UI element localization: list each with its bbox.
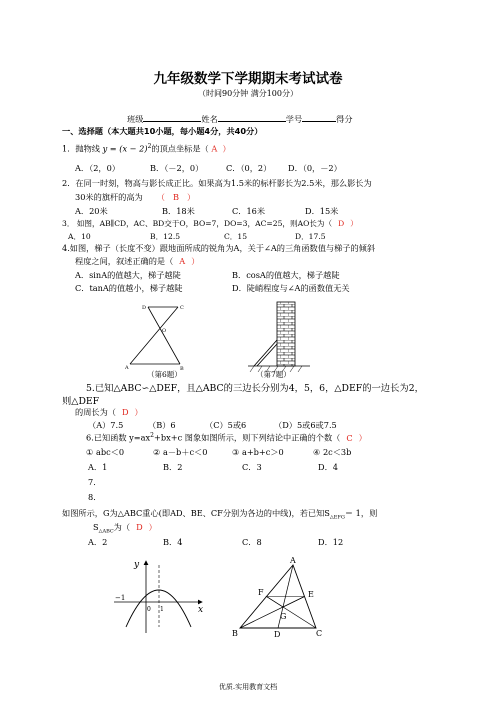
q1-exponent: 2: [147, 143, 152, 150]
question-6: [86, 432, 367, 444]
q6-option-c[interactable]: C．3: [242, 462, 262, 472]
q1-option-d[interactable]: D．（0，－2）: [288, 163, 342, 173]
q5-option-a[interactable]: （A）7.5: [88, 420, 124, 430]
footer: 优质.实用教育文档: [218, 683, 278, 691]
q2-open: （: [156, 192, 165, 202]
q9-option-a[interactable]: A．2: [88, 537, 108, 547]
class-blank[interactable]: [143, 113, 201, 122]
q9-option-b[interactable]: B．4: [163, 537, 183, 547]
q6-item-1: ① abc＜0: [86, 447, 125, 457]
q2-close: ）: [186, 192, 196, 202]
q5-option-b[interactable]: （B）6: [148, 420, 176, 430]
tri-label-a: A: [290, 556, 296, 565]
page-subtitle: （时间90分钟 满分100分）: [198, 89, 298, 98]
q2-option-d[interactable]: D．15米: [305, 206, 339, 216]
fig6-label-d: D: [142, 305, 147, 311]
q6-close: ）: [358, 432, 367, 443]
q6-item-2: ② a－b＋c＜0: [153, 447, 208, 457]
fig6-label-o: O: [162, 328, 167, 334]
q6-option-d[interactable]: D．4: [318, 462, 338, 472]
q2-line2: [75, 192, 195, 203]
q9-text-post: 为（: [113, 522, 131, 532]
tri-label-f: F: [258, 588, 264, 597]
name-label: 姓名: [201, 114, 218, 124]
q6-exponent: 2: [150, 432, 154, 439]
question-3: [62, 218, 358, 229]
q1-answer: A: [211, 143, 218, 154]
q3-option-b[interactable]: B．12.5: [150, 232, 181, 241]
q5-line1: 5.已知△ABC∽△DEF，且△ABC的三边长分别为4，5，6，△DEF的一边长为2，: [86, 383, 424, 394]
q5-text: 的周长为（: [75, 407, 116, 417]
q4-line1: 4.如图，梯子（长度不变）跟地面所成的锐角为A，关于∠A的三角函数值与梯子的倾斜: [62, 243, 376, 253]
label-one: 1: [160, 606, 164, 613]
figure-6-caption: （第6题）: [147, 370, 182, 379]
q4-text: 程度之间，叙述正确的是（: [75, 256, 174, 266]
label-zero: 0: [147, 606, 151, 613]
q9-subscript-abc: △ABC: [98, 528, 114, 535]
tri-label-c: C: [316, 629, 323, 638]
q6-option-a[interactable]: A．1: [88, 462, 108, 472]
q4-option-a[interactable]: A．sinA的值越大，梯子越陡: [75, 270, 181, 280]
q4-close: ）: [191, 256, 200, 266]
question-7: 7．: [88, 477, 102, 487]
tri-label-e: E: [308, 590, 314, 599]
q4-option-d[interactable]: D．陡峭程度与∠A的函数值无关: [232, 283, 350, 293]
score-label: 得分: [336, 114, 353, 124]
q3-text: 3． 如图，AB∥CD，AC、BD交于O，BO=7，DO=3，AC=25，则AO长为（: [62, 219, 333, 228]
q6-item-3: ③ a+b+c＞0: [232, 447, 284, 457]
q5-option-c[interactable]: （C）5或6: [205, 420, 247, 430]
q1-formula: y = (x − 2): [102, 143, 148, 154]
triangle-centroid-diagram: [226, 555, 330, 639]
section-heading: 一、选择题（本大题共10小题，每小题4分，共40分）: [62, 126, 263, 136]
q2-text: 30米的旗杆的高为: [75, 192, 143, 202]
q3-option-d[interactable]: D．17.5: [295, 232, 326, 241]
q5-answer: D: [121, 407, 129, 417]
x-axis-label: x: [198, 605, 204, 615]
q2-option-a[interactable]: A．20米: [75, 206, 108, 216]
tri-label-g: G: [280, 612, 287, 621]
q1-option-c[interactable]: C．（0，2）: [226, 163, 272, 173]
info-line: [127, 113, 353, 125]
figure-7-diagram: [240, 298, 320, 374]
q6-answer: C: [346, 432, 353, 443]
q9-text-eq: ＝ 1，则: [344, 508, 378, 518]
q4-option-c[interactable]: C．tanA的值越小，梯子越陡: [75, 283, 183, 293]
fig6-label-c: C: [180, 305, 184, 311]
tri-label-d: D: [274, 630, 281, 639]
q1-text-end: 的顶点坐标是（: [151, 143, 209, 154]
q5-line3: [75, 407, 143, 418]
q2-option-b[interactable]: B．18米: [162, 206, 195, 216]
q5-option-d[interactable]: （D）5或6或7.5: [274, 420, 337, 430]
fig6-label-b: B: [180, 366, 184, 372]
page-title: 九年级数学下学期期末考试试卷: [153, 71, 343, 87]
q3-option-a[interactable]: A．10: [68, 232, 91, 241]
q1-close: ）: [222, 143, 231, 154]
parabola-graph: [112, 555, 212, 635]
q3-answer: D: [338, 219, 345, 228]
question-9-line2: [93, 522, 157, 535]
class-label: 班级: [127, 114, 144, 124]
figure-7-caption: （第7题）: [256, 370, 291, 379]
q6-text: 6.已知函数 y=ax: [86, 432, 151, 443]
q4-option-b[interactable]: B．cosA的值越大，梯子越陡: [232, 270, 340, 280]
q9-option-d[interactable]: D．12: [318, 537, 344, 547]
q1-option-b[interactable]: B．（－2，0）: [150, 163, 204, 173]
q9-answer: D: [136, 522, 143, 532]
q6-option-b[interactable]: B．2: [163, 462, 183, 472]
fig6-label-a: A: [125, 365, 129, 371]
q3-close: ）: [350, 219, 358, 228]
q4-line2: [75, 256, 199, 267]
q2-answer: B: [172, 192, 179, 202]
q6-text-end: +bx+c 图象如图所示，则下列结论中正确的个数（: [153, 432, 341, 443]
q6-item-4: ④ 2c＜3b: [313, 447, 352, 457]
q1-text: 1．抛物线: [62, 143, 100, 154]
q9-s-label: S: [93, 522, 99, 532]
figure-6-diagram: [120, 302, 200, 372]
q9-subscript-efg: △EFG: [329, 514, 345, 521]
question-1: [62, 143, 231, 155]
tri-label-b: B: [232, 629, 238, 638]
q9-text: 如图所示，G为△ABC重心(即AD、BE、CF分别为各边的中线)，若已知S: [62, 508, 330, 518]
name-blank[interactable]: [218, 113, 286, 122]
question-8: 8．: [88, 492, 102, 502]
number-blank[interactable]: [302, 113, 336, 122]
q4-answer: A: [179, 256, 186, 266]
label-neg1: −1: [115, 594, 126, 602]
q3-option-c[interactable]: C．15: [224, 232, 248, 241]
y-axis-label: y: [134, 560, 140, 570]
q1-option-a[interactable]: A．（2，0）: [75, 163, 120, 173]
q2-option-c[interactable]: C．16米: [232, 206, 266, 216]
parabola-curve: [126, 590, 191, 627]
q9-close: ）: [148, 522, 157, 532]
number-label: 学号: [285, 114, 303, 124]
question-9-line1: [62, 508, 377, 521]
q2-line1: 2．在同一时刻，物高与影长成正比。如果高为1.5米的标杆影长为2.5米，那么影长为: [62, 178, 372, 188]
q5-line2: 则△DEF: [62, 396, 100, 407]
q5-close: ）: [134, 407, 143, 417]
q9-option-c[interactable]: C．8: [242, 537, 262, 547]
